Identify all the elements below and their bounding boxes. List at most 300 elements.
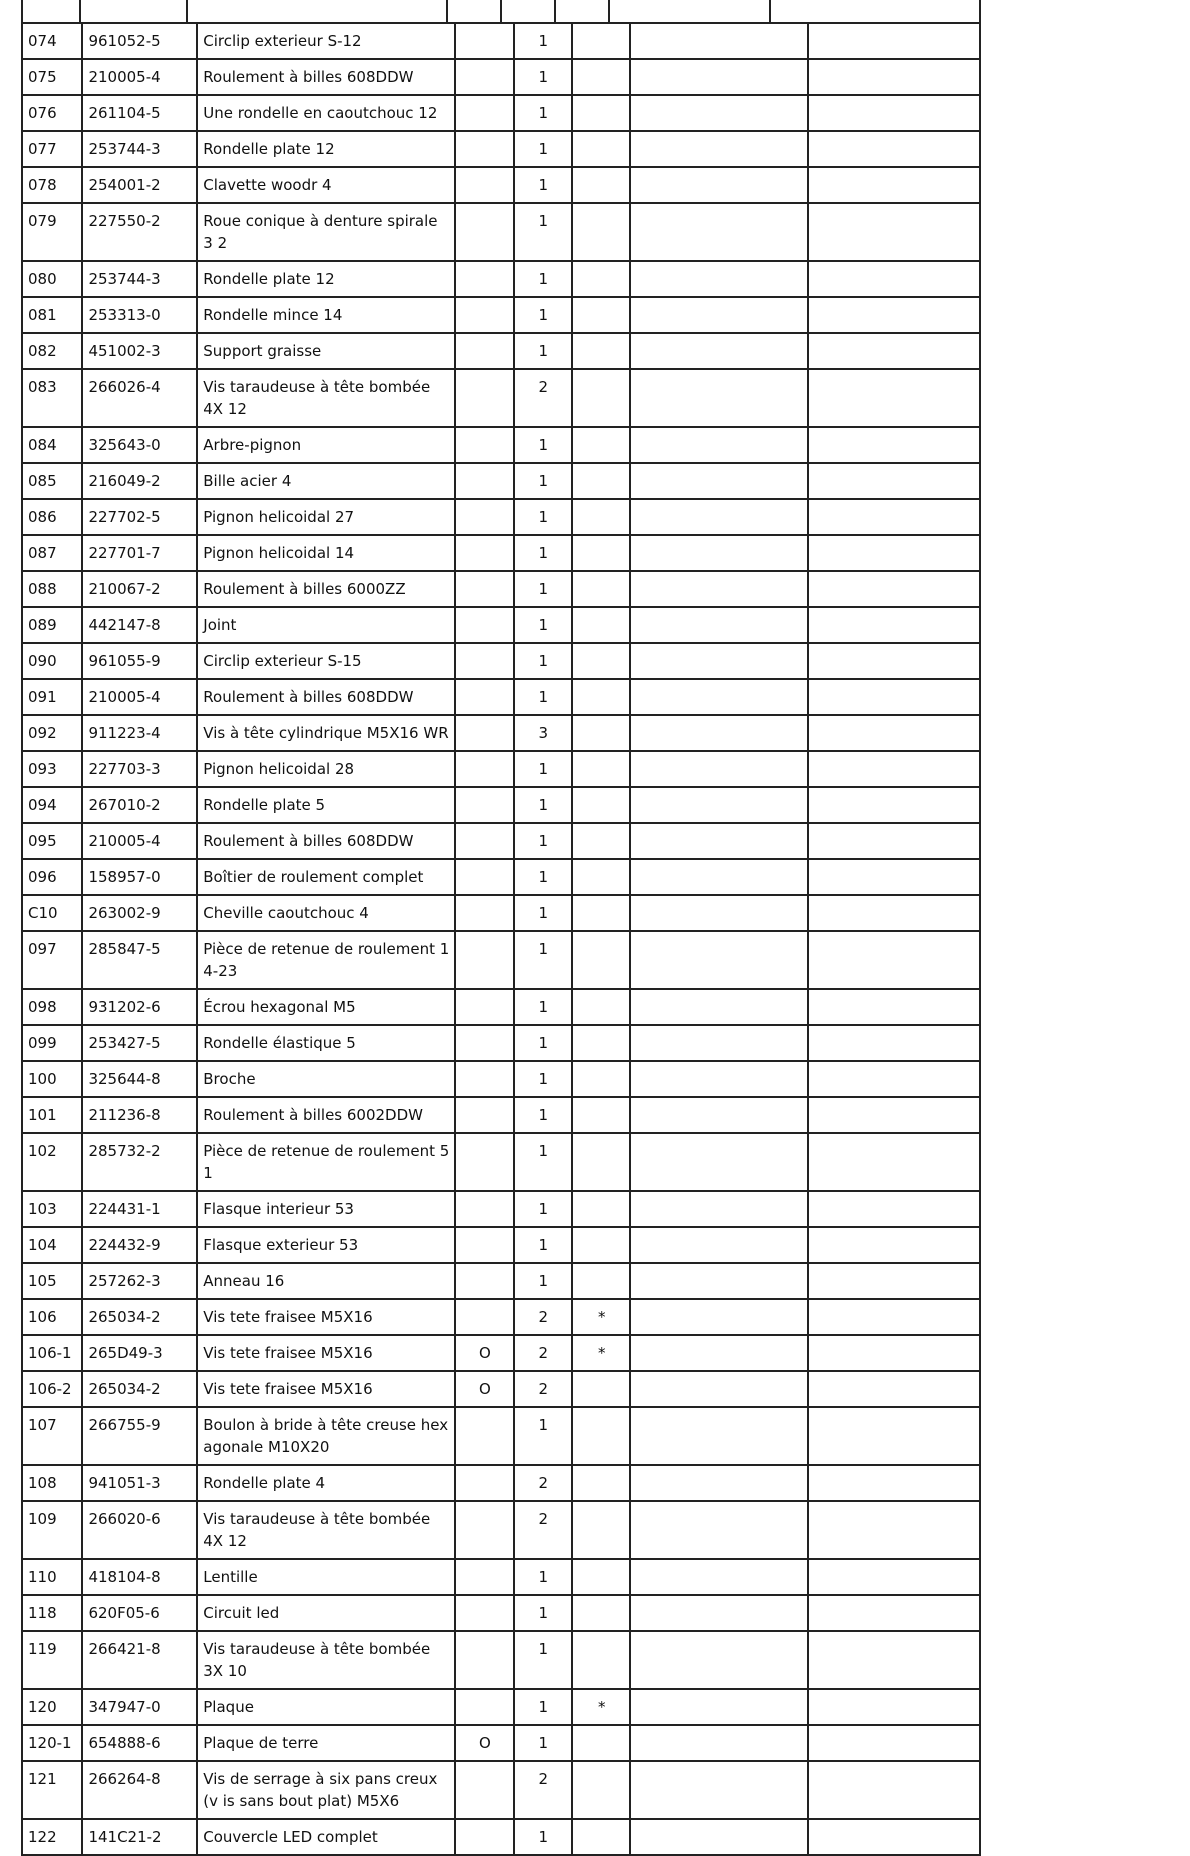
table-row (22, 427, 980, 463)
option-cell (455, 823, 513, 859)
empty-cell (808, 1501, 980, 1559)
table-row (22, 1819, 980, 1855)
item-number-cell: 093 (22, 751, 82, 787)
note-cell (572, 463, 630, 499)
part-number-cell: 266264-8 (82, 1761, 197, 1819)
note-cell (572, 571, 630, 607)
option-cell: O (455, 1725, 513, 1761)
empty-cell (808, 1407, 980, 1465)
empty-cell (808, 131, 980, 167)
empty-cell (630, 1025, 807, 1061)
item-number-cell: 119 (22, 1631, 82, 1689)
note-cell (572, 787, 630, 823)
table-row (22, 1559, 980, 1595)
empty-cell (808, 895, 980, 931)
item-number-cell: 079 (22, 203, 82, 261)
empty-cell (630, 131, 807, 167)
part-number-cell: 418104-8 (82, 1559, 197, 1595)
part-number-cell: 224431-1 (82, 1191, 197, 1227)
description-cell: Rondelle plate 12 (197, 131, 455, 167)
empty-cell (808, 1025, 980, 1061)
option-cell (455, 1097, 513, 1133)
part-number-cell: 266421-8 (82, 1631, 197, 1689)
description-cell: Vis taraudeuse à tête bombée 3X 10 (197, 1631, 455, 1689)
empty-cell (808, 499, 980, 535)
table-row (22, 1097, 980, 1133)
table-row (22, 203, 980, 261)
empty-cell (630, 571, 807, 607)
quantity-cell: 1 (514, 787, 572, 823)
part-number-cell: 227701-7 (82, 535, 197, 571)
note-cell (572, 989, 630, 1025)
table-row (22, 679, 980, 715)
quantity-cell: 1 (514, 1025, 572, 1061)
table-row (22, 895, 980, 931)
empty-cell (630, 1407, 807, 1465)
part-number-cell: 266026-4 (82, 369, 197, 427)
note-cell (572, 499, 630, 535)
empty-cell (630, 1465, 807, 1501)
note-cell (572, 859, 630, 895)
note-cell: * (572, 1299, 630, 1335)
part-number-cell: 227702-5 (82, 499, 197, 535)
quantity-cell: 2 (514, 1371, 572, 1407)
item-number-cell: 083 (22, 369, 82, 427)
table-row (22, 1227, 980, 1263)
table-row (22, 1725, 980, 1761)
empty-cell (630, 463, 807, 499)
column-rule (79, 0, 81, 22)
option-cell (455, 1191, 513, 1227)
part-number-cell: 253744-3 (82, 131, 197, 167)
option-cell (455, 571, 513, 607)
item-number-cell: 100 (22, 1061, 82, 1097)
table-row (22, 607, 980, 643)
empty-cell (808, 297, 980, 333)
part-number-cell: 266020-6 (82, 1501, 197, 1559)
quantity-cell: 1 (514, 463, 572, 499)
option-cell (455, 131, 513, 167)
table-row (22, 1335, 980, 1371)
note-cell (572, 1133, 630, 1191)
note-cell (572, 1465, 630, 1501)
item-number-cell: 088 (22, 571, 82, 607)
description-cell: Roulement à billes 6002DDW (197, 1097, 455, 1133)
part-number-cell: 253313-0 (82, 297, 197, 333)
quantity-cell: 2 (514, 1501, 572, 1559)
part-number-cell: 254001-2 (82, 167, 197, 203)
part-number-cell: 620F05-6 (82, 1595, 197, 1631)
item-number-cell: 077 (22, 131, 82, 167)
quantity-cell: 1 (514, 895, 572, 931)
table-row (22, 333, 980, 369)
empty-cell (630, 1819, 807, 1855)
option-cell: O (455, 1335, 513, 1371)
column-rule (769, 0, 771, 22)
table-row (22, 751, 980, 787)
empty-cell (808, 1191, 980, 1227)
option-cell (455, 463, 513, 499)
table-row (22, 369, 980, 427)
table-row (22, 95, 980, 131)
description-cell: Support graisse (197, 333, 455, 369)
item-number-cell: 103 (22, 1191, 82, 1227)
item-number-cell: 105 (22, 1263, 82, 1299)
description-cell: Rondelle plate 5 (197, 787, 455, 823)
description-cell: Pièce de retenue de roulement 1 4-23 (197, 931, 455, 989)
description-cell: Roue conique à denture spirale 3 2 (197, 203, 455, 261)
option-cell: O (455, 1371, 513, 1407)
empty-cell (630, 679, 807, 715)
part-number-cell: 141C21-2 (82, 1819, 197, 1855)
item-number-cell: 098 (22, 989, 82, 1025)
note-cell (572, 931, 630, 989)
part-number-cell: 451002-3 (82, 333, 197, 369)
option-cell (455, 167, 513, 203)
quantity-cell: 1 (514, 823, 572, 859)
description-cell: Circlip exterieur S-12 (197, 23, 455, 59)
table-row (22, 1299, 980, 1335)
empty-cell (630, 1371, 807, 1407)
description-cell: Vis à tête cylindrique M5X16 WR (197, 715, 455, 751)
description-cell: Plaque de terre (197, 1725, 455, 1761)
empty-cell (808, 787, 980, 823)
quantity-cell: 1 (514, 1227, 572, 1263)
part-number-cell: 961055-9 (82, 643, 197, 679)
table-row (22, 1133, 980, 1191)
item-number-cell: 086 (22, 499, 82, 535)
table-row (22, 787, 980, 823)
empty-cell (808, 1133, 980, 1191)
empty-cell (808, 59, 980, 95)
item-number-cell: 097 (22, 931, 82, 989)
note-cell: * (572, 1335, 630, 1371)
empty-cell (808, 1299, 980, 1335)
parts-table-body (22, 23, 980, 1855)
empty-cell (808, 1465, 980, 1501)
option-cell (455, 931, 513, 989)
option-cell (455, 1689, 513, 1725)
item-number-cell: 078 (22, 167, 82, 203)
description-cell: Boîtier de roulement complet (197, 859, 455, 895)
item-number-cell: 106 (22, 1299, 82, 1335)
quantity-cell: 2 (514, 369, 572, 427)
item-number-cell: 120-1 (22, 1725, 82, 1761)
empty-cell (630, 859, 807, 895)
quantity-cell: 1 (514, 1725, 572, 1761)
part-number-cell: 442147-8 (82, 607, 197, 643)
item-number-cell: 075 (22, 59, 82, 95)
table-row (22, 261, 980, 297)
item-number-cell: 089 (22, 607, 82, 643)
description-cell: Anneau 16 (197, 1263, 455, 1299)
empty-cell (630, 261, 807, 297)
option-cell (455, 751, 513, 787)
quantity-cell: 1 (514, 59, 572, 95)
option-cell (455, 895, 513, 931)
part-number-cell: 224432-9 (82, 1227, 197, 1263)
empty-cell (630, 1335, 807, 1371)
option-cell (455, 1407, 513, 1465)
part-number-cell: 325644-8 (82, 1061, 197, 1097)
column-rule (500, 0, 502, 22)
table-row (22, 931, 980, 989)
quantity-cell: 1 (514, 1061, 572, 1097)
note-cell (572, 1407, 630, 1465)
note-cell (572, 131, 630, 167)
part-number-cell: 158957-0 (82, 859, 197, 895)
empty-cell (630, 989, 807, 1025)
empty-cell (630, 59, 807, 95)
item-number-cell: 101 (22, 1097, 82, 1133)
option-cell (455, 297, 513, 333)
description-cell: Pièce de retenue de roulement 5 1 (197, 1133, 455, 1191)
note-cell (572, 1061, 630, 1097)
table-row (22, 571, 980, 607)
note-cell: * (572, 1689, 630, 1725)
table-row (22, 167, 980, 203)
empty-cell (808, 1595, 980, 1631)
item-number-cell: 120 (22, 1689, 82, 1725)
description-cell: Roulement à billes 608DDW (197, 679, 455, 715)
empty-cell (808, 1689, 980, 1725)
item-number-cell: 107 (22, 1407, 82, 1465)
quantity-cell: 1 (514, 333, 572, 369)
empty-cell (630, 297, 807, 333)
table-row (22, 1501, 980, 1559)
item-number-cell: 108 (22, 1465, 82, 1501)
empty-cell (808, 859, 980, 895)
part-number-cell: 285732-2 (82, 1133, 197, 1191)
empty-cell (808, 167, 980, 203)
option-cell (455, 1061, 513, 1097)
table-row (22, 1407, 980, 1465)
note-cell (572, 333, 630, 369)
part-number-cell: 265034-2 (82, 1299, 197, 1335)
part-number-cell: 211236-8 (82, 1097, 197, 1133)
empty-cell (630, 1061, 807, 1097)
item-number-cell: 118 (22, 1595, 82, 1631)
option-cell (455, 369, 513, 427)
option-cell (455, 1025, 513, 1061)
part-number-cell: 347947-0 (82, 1689, 197, 1725)
empty-cell (630, 607, 807, 643)
part-number-cell: 265D49-3 (82, 1335, 197, 1371)
note-cell (572, 261, 630, 297)
description-cell: Vis tete fraisee M5X16 (197, 1299, 455, 1335)
description-cell: Boulon à bride à tête creuse hex agonale M10X20 (197, 1407, 455, 1465)
note-cell (572, 1371, 630, 1407)
description-cell: Rondelle mince 14 (197, 297, 455, 333)
quantity-cell: 1 (514, 607, 572, 643)
empty-cell (808, 535, 980, 571)
empty-cell (808, 95, 980, 131)
quantity-cell: 2 (514, 1299, 572, 1335)
empty-cell (630, 1263, 807, 1299)
item-number-cell: 085 (22, 463, 82, 499)
note-cell (572, 1263, 630, 1299)
item-number-cell: 074 (22, 23, 82, 59)
description-cell: Vis de serrage à six pans creux (v is sans bout plat) M5X6 (197, 1761, 455, 1819)
empty-cell (630, 1191, 807, 1227)
description-cell: Broche (197, 1061, 455, 1097)
description-cell: Rondelle plate 4 (197, 1465, 455, 1501)
empty-cell (808, 1097, 980, 1133)
empty-cell (808, 1335, 980, 1371)
quantity-cell: 1 (514, 679, 572, 715)
empty-cell (630, 1595, 807, 1631)
empty-cell (808, 751, 980, 787)
description-cell: Roulement à billes 608DDW (197, 59, 455, 95)
empty-cell (630, 499, 807, 535)
option-cell (455, 787, 513, 823)
quantity-cell: 2 (514, 1761, 572, 1819)
item-number-cell: C10 (22, 895, 82, 931)
option-cell (455, 643, 513, 679)
option-cell (455, 333, 513, 369)
part-number-cell: 941051-3 (82, 1465, 197, 1501)
empty-cell (630, 1133, 807, 1191)
empty-cell (808, 679, 980, 715)
table-row (22, 1465, 980, 1501)
part-number-cell: 210005-4 (82, 59, 197, 95)
option-cell (455, 1559, 513, 1595)
empty-cell (808, 333, 980, 369)
column-rule (21, 0, 23, 22)
part-number-cell: 257262-3 (82, 1263, 197, 1299)
option-cell (455, 1299, 513, 1335)
quantity-cell: 1 (514, 535, 572, 571)
table-row (22, 1761, 980, 1819)
quantity-cell: 1 (514, 989, 572, 1025)
empty-cell (808, 571, 980, 607)
option-cell (455, 1227, 513, 1263)
description-cell: Vis tete fraisee M5X16 (197, 1371, 455, 1407)
item-number-cell: 122 (22, 1819, 82, 1855)
part-number-cell: 261104-5 (82, 95, 197, 131)
empty-cell (630, 643, 807, 679)
note-cell (572, 203, 630, 261)
item-number-cell: 121 (22, 1761, 82, 1819)
note-cell (572, 427, 630, 463)
empty-cell (630, 167, 807, 203)
quantity-cell: 1 (514, 571, 572, 607)
empty-cell (630, 1227, 807, 1263)
column-rule (554, 0, 556, 22)
empty-cell (630, 1689, 807, 1725)
description-cell: Pignon helicoidal 27 (197, 499, 455, 535)
quantity-cell: 1 (514, 1407, 572, 1465)
description-cell: Couvercle LED complet (197, 1819, 455, 1855)
empty-cell (630, 1501, 807, 1559)
empty-cell (630, 823, 807, 859)
item-number-cell: 094 (22, 787, 82, 823)
table-row (22, 1191, 980, 1227)
part-number-cell: 210067-2 (82, 571, 197, 607)
description-cell: Circuit led (197, 1595, 455, 1631)
item-number-cell: 091 (22, 679, 82, 715)
empty-cell (630, 427, 807, 463)
part-number-cell: 931202-6 (82, 989, 197, 1025)
note-cell (572, 1761, 630, 1819)
empty-cell (808, 1263, 980, 1299)
note-cell (572, 1025, 630, 1061)
item-number-cell: 096 (22, 859, 82, 895)
table-row (22, 1689, 980, 1725)
quantity-cell: 1 (514, 643, 572, 679)
quantity-cell: 1 (514, 931, 572, 989)
table-row (22, 23, 980, 59)
quantity-cell: 1 (514, 23, 572, 59)
option-cell (455, 679, 513, 715)
note-cell (572, 369, 630, 427)
note-cell (572, 1725, 630, 1761)
quantity-cell: 1 (514, 1631, 572, 1689)
table-row (22, 297, 980, 333)
empty-cell (630, 1299, 807, 1335)
table-row (22, 859, 980, 895)
quantity-cell: 1 (514, 131, 572, 167)
table-row (22, 1263, 980, 1299)
quantity-cell: 1 (514, 203, 572, 261)
option-cell (455, 59, 513, 95)
description-cell: Plaque (197, 1689, 455, 1725)
note-cell (572, 1097, 630, 1133)
note-cell (572, 715, 630, 751)
parts-list-sheet (21, 22, 981, 1856)
option-cell (455, 1465, 513, 1501)
item-number-cell: 102 (22, 1133, 82, 1191)
description-cell: Bille acier 4 (197, 463, 455, 499)
option-cell (455, 535, 513, 571)
table-row (22, 1371, 980, 1407)
table-row (22, 823, 980, 859)
note-cell (572, 1819, 630, 1855)
option-cell (455, 1761, 513, 1819)
item-number-cell: 095 (22, 823, 82, 859)
quantity-cell: 1 (514, 1097, 572, 1133)
option-cell (455, 1501, 513, 1559)
empty-cell (630, 787, 807, 823)
part-number-cell: 285847-5 (82, 931, 197, 989)
description-cell: Rondelle plate 12 (197, 261, 455, 297)
item-number-cell: 106-1 (22, 1335, 82, 1371)
empty-cell (630, 203, 807, 261)
table-row (22, 499, 980, 535)
table-row (22, 715, 980, 751)
note-cell (572, 823, 630, 859)
empty-cell (808, 643, 980, 679)
part-number-cell: 265034-2 (82, 1371, 197, 1407)
item-number-cell: 084 (22, 427, 82, 463)
description-cell: Vis tete fraisee M5X16 (197, 1335, 455, 1371)
column-rule (979, 0, 981, 22)
part-number-cell: 216049-2 (82, 463, 197, 499)
empty-cell (630, 1097, 807, 1133)
empty-cell (808, 823, 980, 859)
description-cell: Vis taraudeuse à tête bombée 4X 12 (197, 369, 455, 427)
quantity-cell: 1 (514, 1689, 572, 1725)
empty-cell (808, 1061, 980, 1097)
empty-cell (808, 1725, 980, 1761)
description-cell: Écrou hexagonal M5 (197, 989, 455, 1025)
part-number-cell: 266755-9 (82, 1407, 197, 1465)
quantity-cell: 1 (514, 751, 572, 787)
option-cell (455, 1819, 513, 1855)
option-cell (455, 1133, 513, 1191)
quantity-cell: 1 (514, 427, 572, 463)
empty-cell (630, 931, 807, 989)
